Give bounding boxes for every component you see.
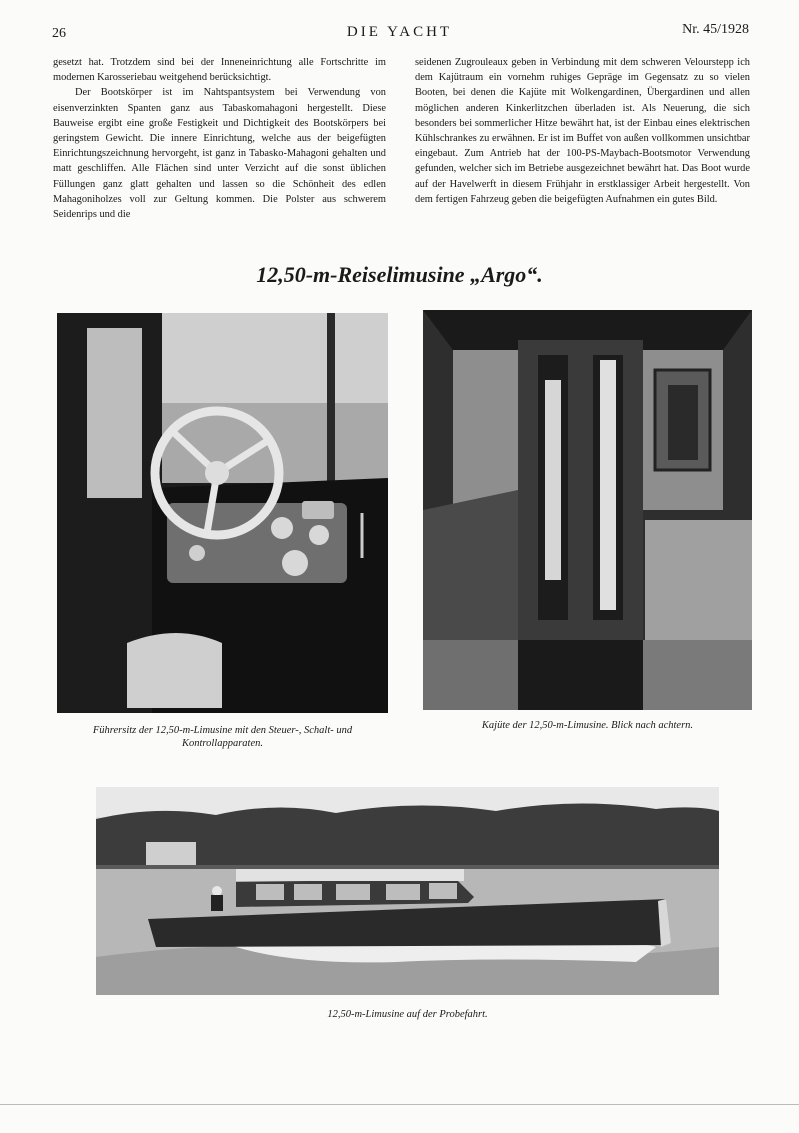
journal-title: DIE YACHT: [346, 24, 453, 40]
photo-helm-station: [57, 313, 388, 713]
issue-number: Nr. 45/1928: [682, 22, 749, 37]
caption-boat-trial-run: 12,50-m-Limusine auf der Probefahrt.: [327, 1009, 488, 1020]
photo-boat-trial-run: [96, 787, 719, 995]
helm-station-image: [57, 313, 388, 713]
page-header: [0, 20, 799, 44]
cabin-interior-image: [423, 310, 752, 710]
page-bottom-rule: [0, 1104, 799, 1105]
article-left-column: [53, 55, 386, 222]
caption-helm-station: Führersitz der 12,50-m-Limusine mit den Steuer-, Schalt- und Kontrollapparaten.: [92, 725, 353, 749]
page-number: 26: [52, 26, 66, 41]
left-paragraph-1: gesetzt hat. Trotzdem sind bei der Inneneinrichtung alle Fortschritte im modernen Karosseriebau weitgehend berücksichtigt.: [53, 57, 386, 84]
left-paragraph-2: Der Bootskörper ist im Nahtspantsystem bei Verwendung von eisenverzinkten Spanten ganz aus Tabaskomahagoni hergestellt. Diese Bauweise ergibt eine große Festigkeit und Dichtigkeit des Bootskörpers bei geringstem Gewicht. Die innere Einrichtung, welche aus der beigefügten Einrichtungszeichnung hervorgeht, ist ganz in Tabasko-Mahagoni gehalten und matt geschliffen. Alle Flächen sind unter Verzicht auf die sonst üblichen Füllungen ganz glatt gehalten und lassen so die Schönheit des edlen Mahagoniholzes voll zur Geltung kommen. Die Polster aus schwerem Seidenrips und die: [53, 87, 386, 221]
boat-trial-run-image: [96, 787, 719, 995]
right-paragraph: seidenen Zugrouleaux geben in Verbindung mit dem schweren Velourstepp ich dem Kajütraum ein vornehm ruhiges Gepräge im Gegensatz zu so vielen Booten, bei denen die Kajüte mit Wolkengardinen, Übergardinen und allen möglichen anderen Kinkerlitzchen überladen ist. Als Neuerung, die sich besonders bei sommerlicher Hitze bewährt hat, ist der Einbau eines elektrischen Kühlschrankes zu erwähnen. Er ist im Buffet von außen vollkommen unsichtbar eingebaut. Zum Antrieb hat der 100-PS-Maybach-Bootsmotor Verwendung gefunden, welcher sich im Betriebe ausgezeichnet bewährt hat. Das Boot wurde auf der Havelwerft in diesem Frühjahr in erstklassiger Arbeit hergestellt. Von dem fertigen Fahrzeug geben die beigefügten Aufnahmen ein gutes Bild.: [415, 57, 750, 205]
section-heading: 12,50-m-Reiselimusine „Argo“.: [256, 262, 543, 287]
photo-cabin-interior: [423, 310, 752, 710]
caption-cabin-interior: Kajüte der 12,50-m-Limusine. Blick nach achtern.: [481, 720, 694, 731]
article-right-column: [415, 55, 750, 207]
